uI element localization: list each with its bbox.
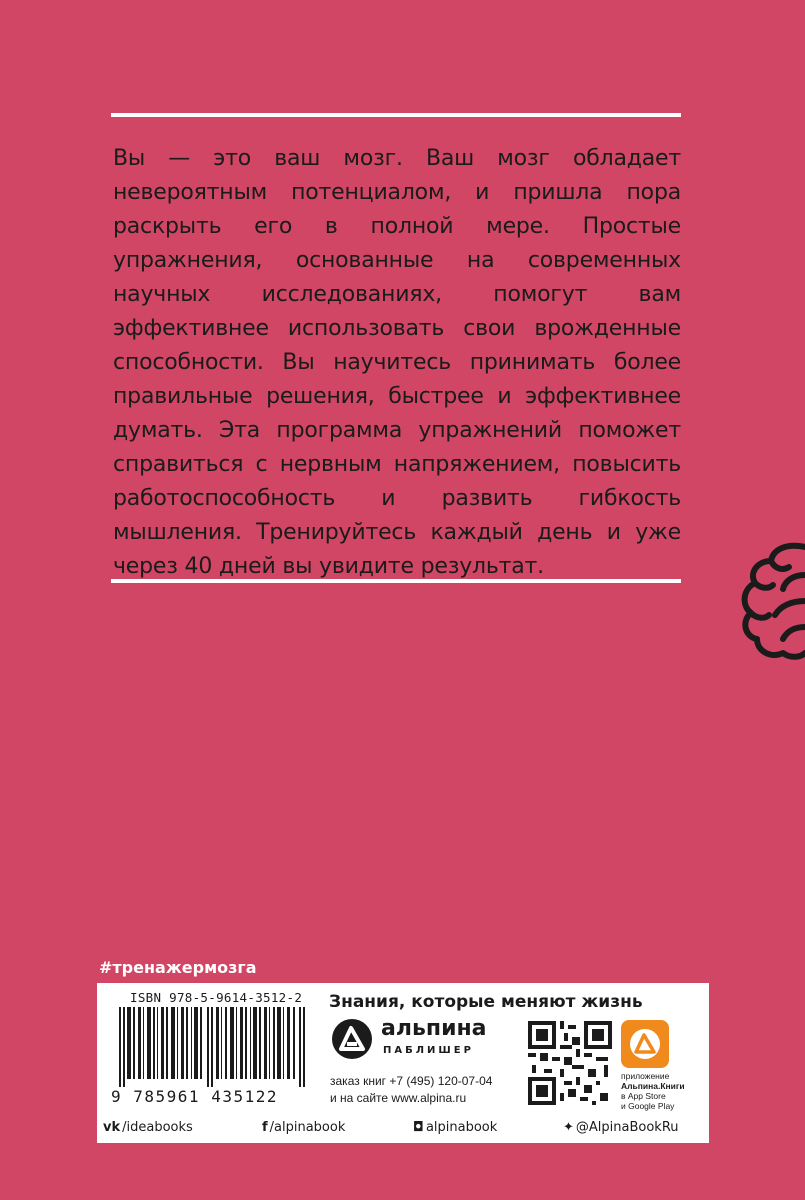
app-promo-text bbox=[621, 1071, 707, 1111]
publisher-subtitle: ПАБЛИШЕР bbox=[383, 1045, 474, 1056]
alpina-logo-icon bbox=[331, 1018, 373, 1060]
brain-icon bbox=[735, 535, 805, 665]
app-line1: приложение bbox=[621, 1071, 670, 1081]
vk-icon: vk bbox=[103, 1120, 121, 1135]
twitter-link[interactable] bbox=[563, 1120, 679, 1135]
slogan: Знания, которые меняют жизнь bbox=[329, 992, 643, 1012]
vk-link[interactable] bbox=[103, 1120, 193, 1135]
google-play-line: и Google Play bbox=[621, 1101, 675, 1111]
instagram-icon: ◘ bbox=[413, 1120, 424, 1135]
twitter-handle: @AlpinaBookRu bbox=[575, 1120, 679, 1135]
order-contacts bbox=[330, 1073, 492, 1107]
facebook-handle: /alpinabook bbox=[269, 1120, 346, 1135]
isbn-text: ISBN 978-5-9614-3512-2 bbox=[130, 990, 303, 1005]
alpina-books-app-icon bbox=[621, 1020, 669, 1068]
instagram-handle: alpinabook bbox=[425, 1120, 498, 1135]
publisher-name: альпина bbox=[381, 1016, 487, 1041]
facebook-icon: f bbox=[262, 1120, 268, 1135]
qr-code bbox=[528, 1021, 612, 1105]
facebook-link[interactable] bbox=[262, 1120, 345, 1135]
app-name: Альпина.Книги bbox=[621, 1081, 685, 1091]
social-links-row bbox=[97, 1115, 709, 1137]
top-divider bbox=[111, 113, 681, 117]
back-cover-blurb: Вы — это ваш мозг. Ваш мозг обладает невероятным потенциалом, и пришла пора раскрыть его в полной мере. Простые упражнения, основанные на современных научных исследованиях, помогут вам эффективнее использовать свои врожденные способности. Вы научитесь принимать более правильные решения, быстрее и эффективнее думать. Эта программа упражнений поможет справиться с нервным напряжением, повысить работоспособность и развить гибкость мышления. Тренируйтесь каждый день и уже через 40 дней вы увидите результат. bbox=[113, 146, 681, 579]
ean-number: 9 785961 435122 bbox=[111, 1087, 278, 1106]
bottom-divider bbox=[111, 579, 681, 583]
app-store-line: в App Store bbox=[621, 1091, 666, 1101]
vk-handle: /ideabooks bbox=[122, 1120, 193, 1135]
publisher-panel bbox=[97, 983, 709, 1143]
instagram-link[interactable] bbox=[413, 1120, 497, 1135]
order-phone: заказ книг +7 (495) 120-07-04 bbox=[330, 1074, 493, 1088]
hashtag: #тренажермозга bbox=[99, 958, 257, 977]
barcode bbox=[119, 1007, 305, 1087]
twitter-icon: ✦ bbox=[563, 1120, 574, 1135]
order-website: и на сайте www.alpina.ru bbox=[330, 1091, 467, 1105]
